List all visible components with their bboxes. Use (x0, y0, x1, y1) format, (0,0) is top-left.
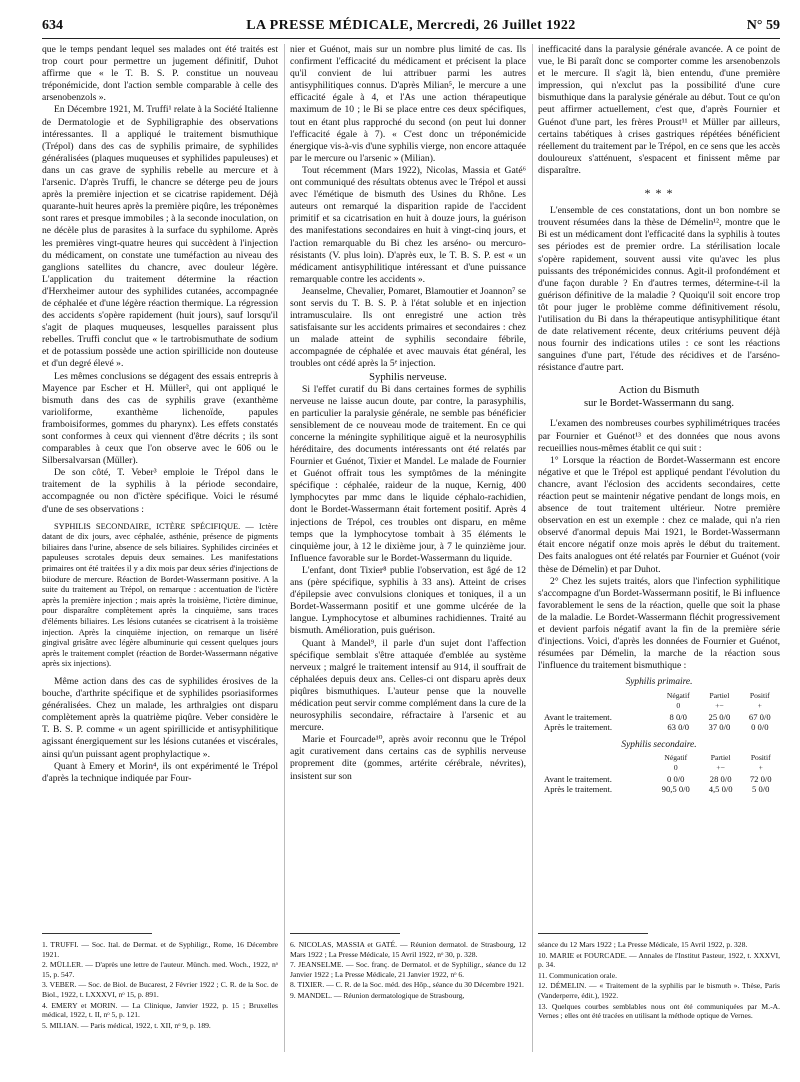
table-corner (538, 701, 657, 712)
paragraph: 1° Lorsque la réaction de Bordet-Wassermann est encore négative et que le Trépol est appliqué pendant l'évolution du chancre, avant l'éclosion des accidents secondaires, cette réaction peut se maintenir négative pendant de longs mois, en absence de tout traitement ultérieur. Notre première observation en est un exemple : chez ce malade, qui n'a rien observé d'anormal depuis Mai 1921, le Bordet-Wassermann était encore négatif onze mois après le début du traitement. Des faits analogues ont été relatés par Fournier et Guénot (voir thèse de Démelin) et par Duhot. (538, 454, 780, 575)
paragraph: Quant à Emery et Morin⁴, ils ont expérimenté le Trépol d'après la technique indiquée par Four- (42, 760, 278, 784)
paragraph: Tout récemment (Mars 1922), Nicolas, Massia et Gaté⁶ ont communiqué des résultats obtenus avec le Trépol et aussi avec l'émétique de bismuth des Usines du Rhône. Les auteurs ont remarqué la disparition rapide de l'accident primitif et sa cicatrisation en huit à douze jours, la guérison des manifestations secondaires en huit à vingt-cinq jours, et l'action remarquable du Bi chez les arséno- ou mercuro- résistants (V. plus loin). D'après eux, le T. B. S. P. est « un médicament antisyphilitique intéressant et d'une puissance remarquable contre les accidents ». (290, 164, 526, 285)
column-divider (284, 44, 285, 1052)
paragraph: que le temps pendant lequel ses malades ont été traités est trop court pour permettre un jugement définitif, Duhot affirme que « le T. B. S. P. constitue un nouveau tréponémicide, dont l'action semble comparable à celle des arsenobenzols ». (42, 44, 278, 104)
paragraph: Même action dans des cas de syphilides érosives de la bouche, d'arthrite spécifique et de syphilides psoriasiformes généralisées. Chez un malade, les arthralgies ont disparu complètement après la quatrième piqûre. Veber considère le T. B. S. P. comme « un agent spirillicide et antisyphilitique agissant énergiquement sur les lésions cutanées et viscérales, ainsi qu'un puissant agent prophylactique ». (42, 675, 278, 760)
row-label: Avant le traitement. (544, 711, 612, 722)
column-symbol: +− (716, 763, 725, 773)
section-separator-stars: * * * (644, 186, 674, 201)
footnote: 2. MÜLLER. — D'après une lettre de l'auteur. Münch. med. Woch., 1922, nᵒ 15, p. 547. (42, 960, 278, 979)
table-caption: Syphilis secondaire. (621, 739, 697, 750)
table-corner (538, 753, 652, 764)
footnote: 10. MARIE et FOURCADE. — Annales de l'Institut Pasteur, 1922, t. XXXVI, p. 34. (538, 950, 780, 970)
footnote: 9. MANDEL. — Réunion dermatologique de Strasbourg, (290, 990, 465, 1000)
paragraph: Les mêmes conclusions se dégagent des essais entrepris à Mayence par Escher et H. Müller², qui ont appliqué le bismuth dans des cas de syphilis grave (exanthème varioliforme, exanthème lichenoïde, papules framboisiformes, gommes du pharynx). Les effets constatés sont conformes à ceux qui viennent d'être décrits ; ils sont comparables à ceux que l'on observe avec le 606 ou le Silbersalvarsan (Müller). (42, 370, 278, 467)
table-corner (538, 763, 652, 774)
section-heading: Syphilis nerveuse. (369, 371, 447, 383)
section-heading-line: sur le Bordet-Wassermann du sang. (583, 398, 735, 410)
paragraph: L'examen des nombreuses courbes syphilimétriques tracées par Fournier et Guénot¹³ et des données que nous avons recueillies nous-mêmes établit ce qui suit : (538, 418, 780, 454)
section-heading-line: Action du Bismuth (618, 385, 700, 397)
table-cell: 0 0/0 (667, 773, 685, 784)
paragraph: Si l'effet curatif du Bi dans certaines formes de syphilis nerveuse ne laisse aucun doute, par contre, la parasyphilis, en particulier la paralysie générale, ne semble pas bénéficier sensiblement de ce nouveau mode de traitement. En ce qui concerne la méningite syphilitique aiguë et la neurosyphilis héréditaire, des documents intéressants ont été relatés par Fournier et Guénot, Tixier et Mandel. Le malade de Fournier et Guénot offrait tous les symptômes de la méningite spécifique : céphalée, raideur de la nuque, Kernig, 400 lymphocytes par mmc dans le liquide céphalo-rachidien, dont le Bordet-Wassermann était fortement positif. Après 4 injections de Trépol, ces troubles ont disparu, en même temps que la lymphocytose tombait à 35 éléments le cinquième jour, à 12 le dixième jour, à 7 le quinzième jour. Influence favorable sur le Bordet-Wassermann du liquide. (290, 383, 526, 564)
row-label: Après le traitement. (544, 784, 613, 795)
paragraph: L'enfant, dont Tixier⁸ publie l'observation, est âgé de 12 ans (père spécifique, syphilis à 33 ans). Atteint de crises d'épilepsie avec convulsions cloniques et toniques, il a un Bordet-Wassermann positif et une gomme ulcérée de la langue. Lymphocytose et albumines rachidiennes. Traité au bismuth. Amélioration, puis guérison. (290, 564, 526, 637)
footnote: 11. Communication orale. (538, 970, 618, 980)
results-table-primary (538, 691, 780, 733)
footnote-rule (538, 933, 648, 934)
footnote: 6. NICOLAS, MASSIA et GATÉ. — Réunion dermatol. de Strasbourg, 12 Mars 1922 ; La Presse Médicale, 15 Avril 1922, nᵒ 30, p. 328. (290, 940, 526, 959)
column-symbol: 0 (673, 763, 678, 773)
paragraph: Quant à Mandel⁹, il parle d'un sujet dont l'affection spécifique semblait s'être attaquée d'emblée au système nerveux ; malgré le traitement intensif au 914, il souffrait de céphalées depuis deux ans. Celles-ci ont disparu après deux piqûres bismuthiques. L'auteur pense que la nouvelle médication peut servir comme complément dans la cure de la neurosyphilis secondaire, réfractaire à l'arsenic et au mercure. (290, 637, 526, 734)
column-header: Négatif (664, 752, 688, 762)
text-column-middle (290, 44, 526, 924)
text-column-left (42, 44, 278, 924)
column-symbol: +− (715, 701, 724, 710)
table-caption: Syphilis primaire. (625, 677, 693, 688)
paragraph: De son côté, T. Veber³ emploie le Trépol dans le traitement de la syphilis à la période secondaire, accompagnée ou non d'ictère spécifique. Voici le résumé d'une de ses observations : (42, 467, 278, 515)
footnote: 7. JEANSELME. — Soc. franç. de Dermatol. et de Syphiligr., séance du 12 Janvier 1922 ; La Presse Médicale, 21 Janvier 1922, nᵒ 6. (290, 960, 526, 979)
footnote: séance du 12 Mars 1922 ; La Presse Médicale, 15 Avril 1922, p. 328. (538, 940, 748, 949)
table-cell: 63 0/0 (667, 722, 690, 732)
paragraph: inefficacité dans la paralysie générale avancée. A ce point de vue, le Bi paraît donc se comporter comme les arsenobenzols et le mercure. Il s'agit là, bien entendu, d'une première impression, qui n'exclut pas la possibilité d'une cure bismuthique dans la paralysie générale au début. Tout ce qu'on peut affirmer actuellement, c'est que, d'après Fournier et Guénot d'une part, les frères Proust¹¹ et Müller par ailleurs, certains tabétiques à crises gastriques répétées bénéficient réellement du traitement par le Trépol, en ce sens que les accès douloureux s'atténuent, s'espacent et finissent même par disparaître. (538, 44, 780, 176)
row-label: Avant le traitement. (544, 773, 612, 784)
footnote: 5. MILIAN. — Paris médical, 1922, t. XII, nᵒ 9, p. 189. (42, 1020, 211, 1030)
text-column-right (538, 44, 780, 924)
table-row (538, 712, 780, 723)
footnotes-right (538, 940, 780, 1070)
column-divider (532, 44, 533, 1052)
footnote-rule (290, 933, 400, 934)
table-cell: 72 0/0 (749, 773, 772, 784)
footnote: 1. TRUFFI. — Soc. Ital. de Dermat. et de Syphiligr., Rome, 16 Décembre 1921. (42, 940, 278, 959)
table-cell: 4,5 0/0 (708, 784, 733, 795)
table-cell: 5 0/0 (752, 784, 770, 795)
table-row (538, 774, 780, 785)
results-table-secondary (538, 753, 780, 795)
paragraph: nier et Guénot, mais sur un nombre plus limité de cas. Ils confirment l'efficacité du médicament et précisent la place qu'il convient de lui attribuer parmi les autres antisyphilitiques connus. D'après Milian⁵, le mercure a une efficacité égale à 4, et l'As une action thérapeutique maximum de 10 ; le Bi se place entre ces deux spécifiques, tout en étant plus rapproché du second (on peut lui donner l'efficacité égale à 7). « C'est donc un tréponémicide énergique vis-à-vis d'une syphilis vierge, non encore attaquée par le mercure ou l'arsenic » (Milian). (290, 44, 526, 164)
column-header: Négatif (666, 690, 690, 700)
column-header: Partiel (709, 690, 730, 700)
column-header: Partiel (710, 752, 731, 762)
paragraph: En Décembre 1921, M. Truffi¹ relate à la Société Italienne de Dermatologie et de Syphiligraphie des observations intéressantes. Il a appliqué le traitement bismuthique (Trépol) dans des cas de syphilis primaire, de syphilides généralisées (plaques muqueuses et syphilides papuleuses) et dans un cas grave de syphilis rebelle au mercure et à l'arsenic. D'après Truffi, le chancre se déterge peu de jours après la première injection et se cicatrise rapidement. Déjà quarante-huit heures après la première piqûre, les tréponèmes sont rares et presque immobiles ; à la seconde inoculation, on ne décèle plus de parasites à la surface du syphilome. Après les premières vingt-quatre heures qui succèdent à l'injection du médicament, on constate une tuméfaction au niveau des ganglions satellites du chancre, avec douleur légère. L'application du traitement détermine la réaction d'Herxheimer autour des syphilides cutanées, accompagnée de céphalée et d'une légère réaction thermique. La régression des accidents s'opère rapidement (huit jours), sauf lorsqu'il s'agit de plaques muqueuses, lesquelles paraissent plus rebelles. Truffi conclut que « le tartrobismuthate de sodium et de potassium possède une action spirillicide non douteuse et d'un degré élevé ». (42, 104, 278, 370)
footnotes-middle (290, 940, 526, 1070)
column-symbol: + (758, 763, 763, 773)
footnotes-left (42, 940, 278, 1070)
table-row (538, 722, 780, 733)
column-symbol: 0 (676, 701, 681, 710)
footnote: 8. TIXIER. — C. R. de la Soc. méd. des Hôp., séance du 30 Décembre 1921. (290, 980, 524, 990)
case-report: SYPHILIS SECONDAIRE, ICTÈRE SPÉCIFIQUE. — Ictère datant de dix jours, avec céphalée, asthénie, présence de pigments biliaires dans l'urine, absence de sels biliaires. Syphilides circinées et papuleuses scrotales depuis deux semaines. Les manifestations primaires ont été traitées il y a dix mois par deux séries d'injections de biiodure de mercure. Réaction de Bordet-Wassermann positive. A la suite du traitement au Trépol, on remarque : accentuation de l'ictère après la première injection ; mais après la troisième, l'ictère diminue, pour disparaître complètement après la cinquième, sans traces d'éléments biliaires. Les lésions cutanées se cicatrisent à la troisième injection. Après la cinquième injection, on remarque un liséré gingival grisâtre avec légère albuminurie qui cessent quelques jours après le traitement complet (réaction de Bordet-Wassermann négative après six injections). (42, 521, 278, 669)
paragraph: 2° Chez les sujets traités, alors que l'infection syphilitique s'accompagne d'un Bordet-Wassermann positif, le Bi influence favorablement le sens de la réaction, quelle que soit la phase de la maladie. Le Bordet-Wassermann fléchit progressivement et devient parfois négatif avant la fin de la première série d'injections. Voici, d'après les données de Fournier et Guénot, résumées par Démelin, la marche de la réaction sous l'influence du traitement bismuthique : (538, 575, 780, 672)
column-header: Positif (749, 690, 770, 700)
footnote-rule (42, 933, 152, 934)
page-header (42, 16, 780, 39)
journal-title: LA PRESSE MÉDICALE, Mercredi, 26 Juillet 1922 (246, 18, 576, 33)
footnote: 4. EMERY et MORIN. — La Clinique, Janvier 1922, p. 15 ; Bruxelles médical, 1922, t. II, nᵒ 5, p. 121. (42, 1000, 278, 1020)
table-cell: 28 0/0 (709, 773, 732, 784)
row-label: Après le traitement. (544, 722, 613, 732)
footnote: 12. DÉMELIN. — « Traitement de la syphilis par le bismuth ». Thèse, Paris (Vanderperre, édit.), 1922. (538, 981, 780, 1000)
paragraph: L'ensemble de ces constatations, dont un bon nombre se trouvent résumées dans la thèse de Démelin¹², montre que le Bi est un médicament dont l'efficacité dans la syphilis à toutes ses périodes est de premier ordre. La stérilisation locale s'opère rapidement, souvent aussi vite qu'avec les plus puissants des tréponémicides connus. Agit-il profondément et d'une façon durable ? En d'autres termes, détermine-t-il la guérison définitive de la maladie ? Quoiqu'il soit encore trop tôt pour juger le problème comme définitivement résolu, l'utilisation du Bi dans la thérapeutique antisyphilitique étant de date relativement récente, deux critériums peuvent déjà nous fournir des indications utiles : ce sont les réactions sanguines d'une part, l'étude des récidives et de l'arséno-résistance d'autre part. (538, 205, 780, 374)
footnote: 3. VEBER. — Soc. de Biol. de Bucarest, 2 Février 1922 ; C. R. de la Soc. de Biol., 1922, t. LXXXVI, nᵒ 15, p. 891. (42, 980, 278, 999)
page-number: 634 (42, 18, 63, 33)
table-cell: 67 0/0 (748, 711, 771, 722)
table-row (538, 784, 780, 795)
issue-number: N° 59 (746, 18, 780, 33)
section-heading (538, 384, 780, 410)
paragraph: Marie et Fourcade¹⁰, après avoir reconnu que le Trépol agit curativement dans certains cas de syphilis nerveuse proprement dite (gommes, artérite cérébrale, névrites), insistent sur son (290, 734, 526, 782)
table-cell: 8 0/0 (669, 711, 687, 722)
column-symbol: + (757, 701, 762, 710)
table-corner (538, 691, 657, 702)
column-header: Positif (750, 752, 771, 762)
paragraph: Jeanselme, Chevalier, Pomaret, Blamoutier et Joannon⁷ se sont servis du T. B. S. P. à l'état soluble et en injection intramusculaire. Ils ont enregistré une action très satisfaisante sur les accidents primaires et secondaires : chez un malade atteint de syphilis secondaire fébrile, accompagnée de céphalée et avec mauvais état général, les troubles ont cédé après la 5ᵉ injection. (290, 285, 526, 370)
table-cell: 25 0/0 (708, 711, 731, 722)
footnote: 13. Quelques courbes semblables nous ont été communiquées par M.-A. Vernes ; elles ont été tracées en utilisant la méthode optique de Vernes. (538, 1001, 780, 1021)
table-cell: 37 0/0 (708, 722, 731, 732)
table-cell: 0 0/0 (751, 722, 769, 732)
table-cell: 90,5 0/0 (661, 784, 690, 795)
